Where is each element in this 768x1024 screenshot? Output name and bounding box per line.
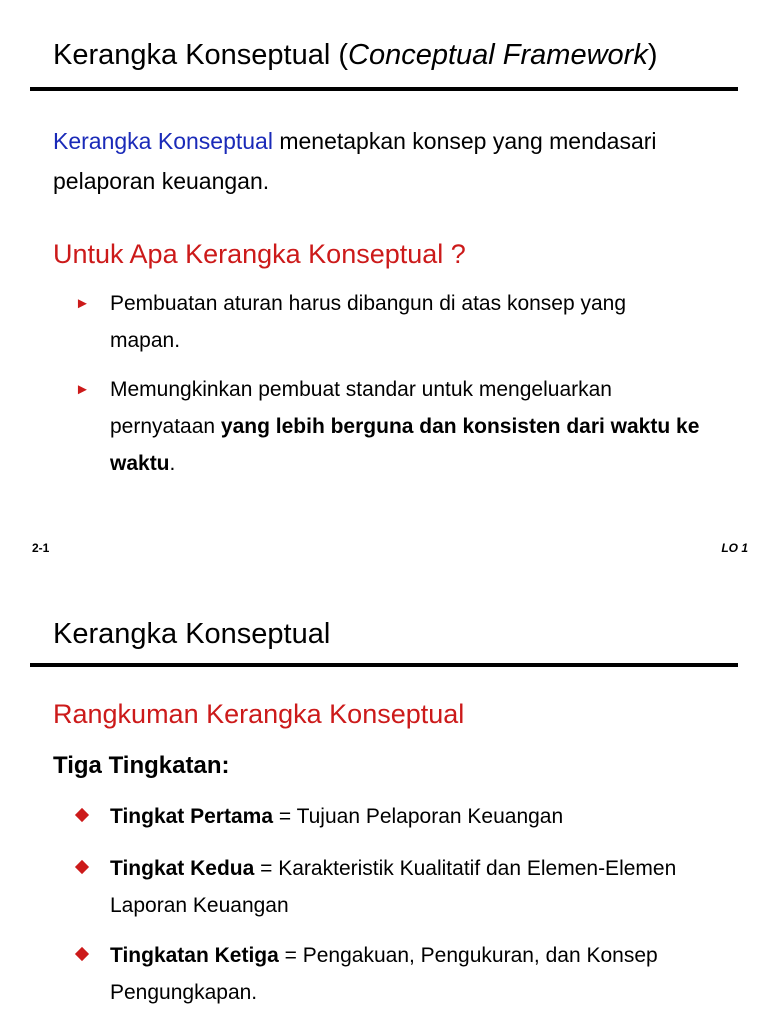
title-rule	[30, 87, 738, 91]
intro-text: menetapkan konsep yang mendasari pelaporan keuangan.	[53, 128, 657, 194]
list-item	[0, 285, 700, 359]
title-italic: Conceptual Framework	[348, 39, 648, 71]
list-item	[0, 371, 700, 482]
list-item	[0, 937, 700, 1011]
page-number: 2-1	[32, 541, 50, 555]
bullet-text: = Tujuan Pelaporan Keuangan	[273, 805, 564, 828]
triangle-right-icon: ►	[75, 381, 90, 398]
intro-paragraph	[53, 121, 693, 201]
section-heading: Untuk Apa Kerangka Konseptual ?	[53, 239, 466, 269]
bullet-bold-text: Tingkat Kedua	[110, 857, 255, 880]
bullet-text-end: .	[169, 452, 176, 475]
bullet-text: Pembuatan aturan harus dibangun di atas konsep yang mapan.	[110, 292, 627, 352]
subheading: Tiga Tingkatan:	[53, 752, 230, 779]
triangle-right-icon: ►	[75, 295, 90, 312]
bullet-text: = Pengakuan, Pengukuran, dan Konsep Pengungkapan.	[110, 944, 658, 1004]
bullet-list	[0, 285, 768, 482]
slide-title: Kerangka Konseptual	[53, 618, 331, 650]
bullet-bold-text: Tingkatan Ketiga	[110, 944, 279, 967]
bullet-bold-text: yang lebih berguna dan konsisten dari waktu ke waktu	[110, 415, 700, 475]
diamond-icon	[75, 947, 89, 961]
bullet-text: Memungkinkan pembuat standar untuk mengeluarkan pernyataan	[110, 378, 612, 438]
diamond-icon	[75, 808, 89, 822]
title-rule	[30, 663, 738, 667]
bullet-bold-text: Tingkat Pertama	[110, 805, 274, 828]
slide-2	[0, 576, 768, 1024]
diamond-icon	[75, 860, 89, 874]
title-close: )	[647, 39, 658, 71]
slide-title	[53, 37, 658, 73]
intro-highlight: Kerangka Konseptual	[53, 128, 273, 154]
title-main: Kerangka Konseptual (	[53, 39, 349, 71]
learning-objective-label: LO 1	[721, 541, 748, 555]
list-item	[0, 798, 700, 835]
bullet-list	[0, 798, 768, 1011]
list-item	[0, 850, 700, 924]
section-heading: Rangkuman Kerangka Konseptual	[53, 699, 465, 729]
bullet-text: = Karakteristik Kualitatif dan Elemen-Elemen Laporan Keuangan	[110, 857, 677, 917]
